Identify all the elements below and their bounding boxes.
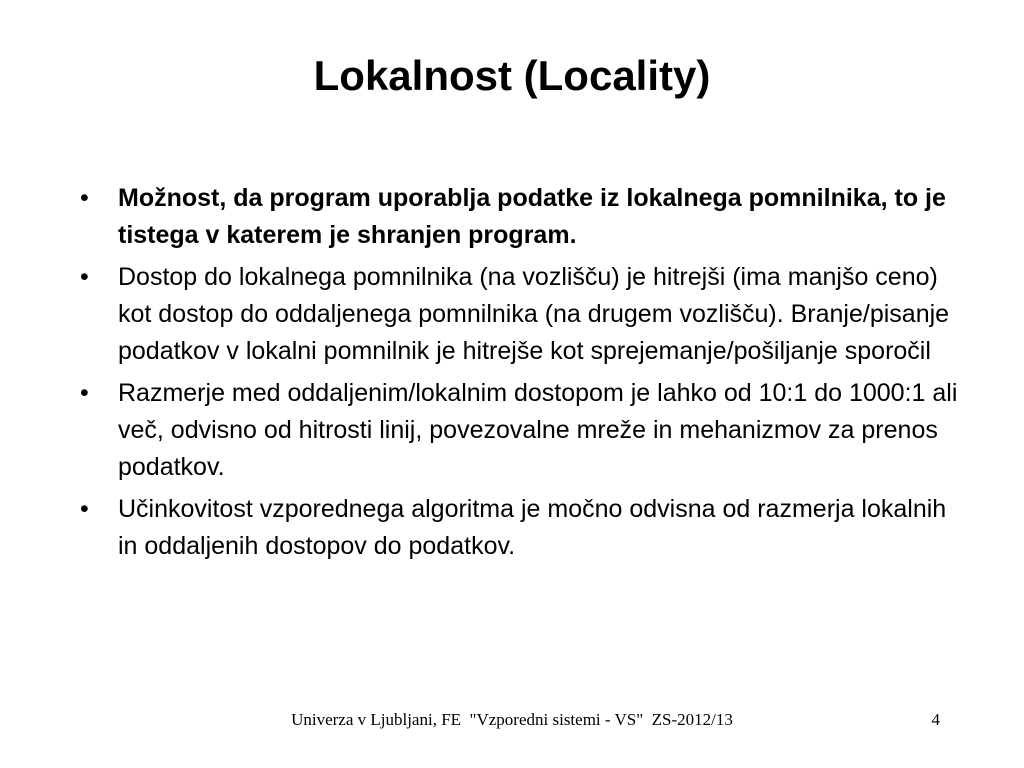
bullet-icon: • [80,495,89,523]
bullet-icon: • [80,263,89,291]
bullet-item [80,180,960,254]
slide-title: Lokalnost (Locality) [313,52,711,99]
bullet-item [80,259,960,370]
footer-text: Univerza v Ljubljani, FE "Vzporedni sistemi - VS" ZS-2012/13 [291,710,733,729]
bullet-text: Dostop do lokalnega pomnilnika (na vozlišču) je hitrejši (ima manjšo ceno) kot dostop do oddaljenega pomnilnika (na drugem vozlišču). Branje/pisanje podatkov v lokalni pomnilnik je hitrejše kot sprejemanje/pošiljanje sporočil [118,263,950,365]
bullet-icon: • [80,184,89,212]
bullet-item [80,375,960,486]
page-number: 4 [931,710,940,729]
bullet-text: Razmerje med oddaljenim/lokalnim dostopom je lahko od 10:1 do 1000:1 ali več, odvisno od hitrosti linij, povezovalne mreže in mehanizmov za prenos podatkov. [118,379,958,481]
bullet-text: Učinkovitost vzporednega algoritma je močno odvisna od razmerja lokalnih in oddaljenih dostopov do podatkov. [118,495,947,560]
bullet-item [80,491,960,565]
bullet-text: Možnost, da program uporablja podatke iz lokalnega pomnilnika, to je tistega v katerem je shranjen program. [118,184,946,249]
bullet-icon: • [80,379,89,407]
bullet-list [80,180,960,570]
